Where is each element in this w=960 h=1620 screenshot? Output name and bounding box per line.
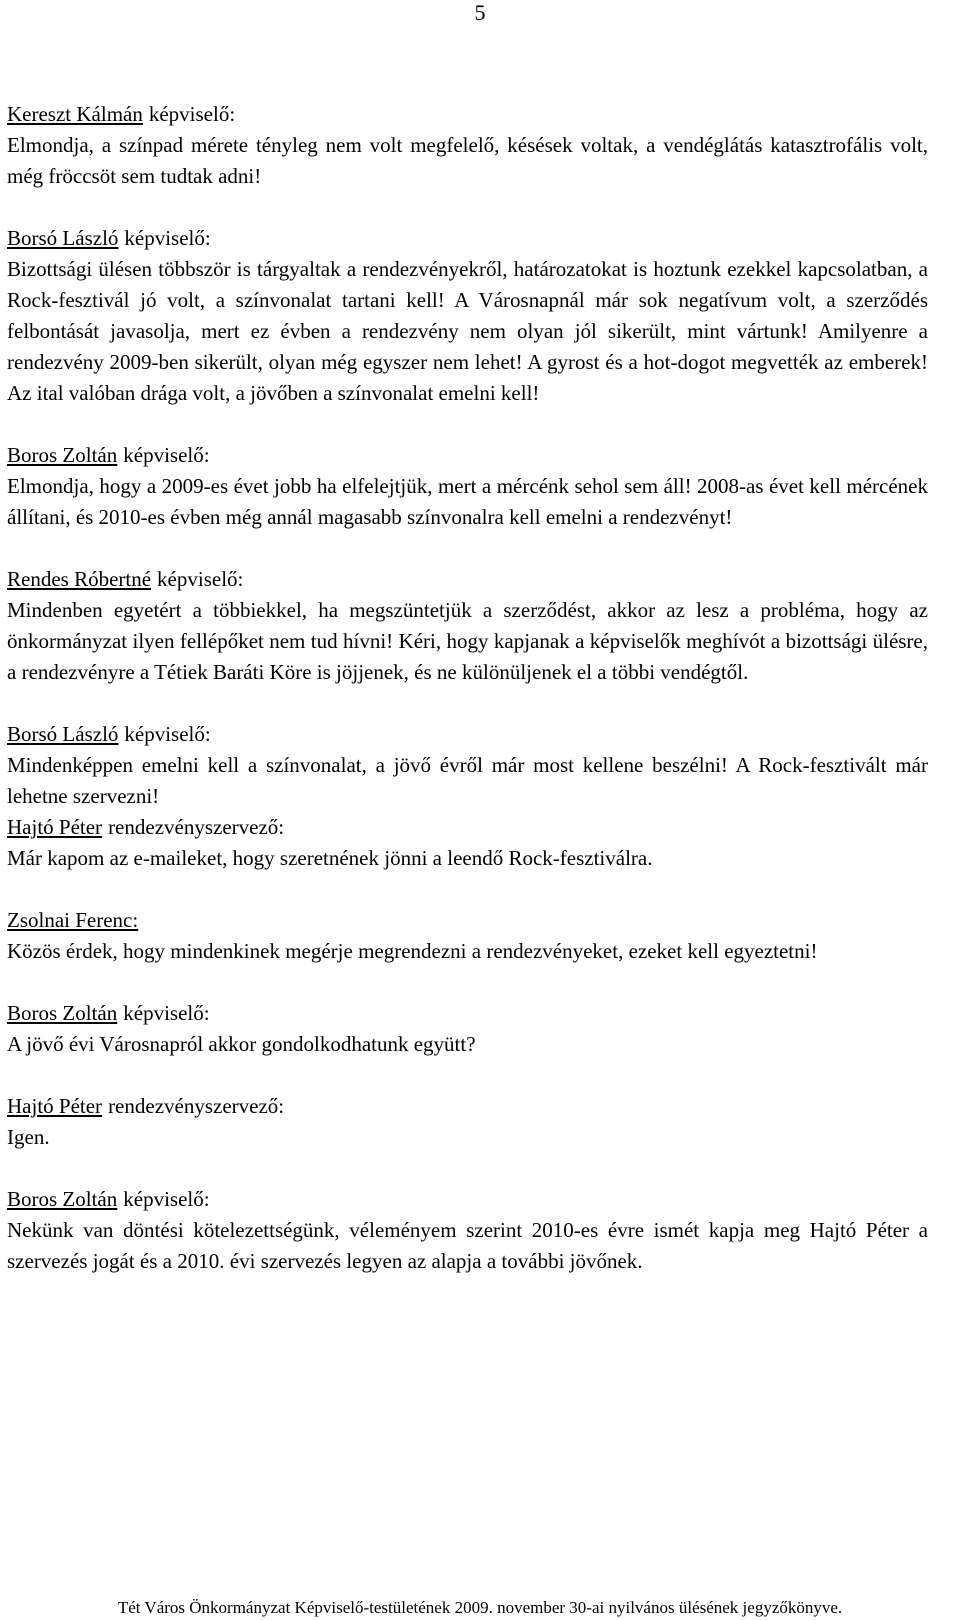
speaker-line	[7, 440, 928, 471]
speaker-role: képviselő:	[123, 1001, 210, 1025]
speech-text: A jövő évi Városnapról akkor gondolkodhatunk együtt?	[7, 1032, 476, 1056]
speech-text: Közös érdek, hogy mindenkinek megérje megrendezni a rendezvényeket, ezeket kell egyeztetni!	[7, 939, 818, 963]
speech-text: Elmondja, hogy a 2009-es évet jobb ha elfelejtjük, mert a mércénk sehol sem áll! 2008-as évet kell mércének állítani, és 2010-es évben még annál magasabb színvonalra kell emelni a rendezvényt!	[7, 474, 928, 529]
speaker-role: képviselő:	[124, 226, 211, 250]
speaker-line	[7, 1091, 928, 1122]
minutes-entry	[7, 99, 928, 192]
speech-text: Már kapom az e-maileket, hogy szeretnének jönni a leendő Rock-fesztiválra.	[7, 846, 653, 870]
speaker-name: Hajtó Péter	[7, 815, 103, 839]
speaker-line	[7, 99, 928, 130]
speech-text: Mindenben egyetért a többiekkel, ha megszüntetjük a szerződést, akkor az lesz a probléma, hogy az önkormányzat ilyen fellépőket nem tud hívni! Kéri, hogy kapjanak a képviselők meghívót a bizottsági ülésre, a rendezvényre a Tétiek Baráti Köre is jöjjenek, és ne különüljenek el a többi vendégtől.	[7, 598, 928, 684]
minutes-entry	[7, 998, 928, 1060]
page-number: 5	[474, 0, 486, 25]
speech-text: Igen.	[7, 1125, 50, 1149]
minutes-entry	[7, 440, 928, 533]
minutes-entry	[7, 905, 928, 967]
speaker-name: Rendes Róbertné	[7, 567, 152, 591]
speaker-line	[7, 564, 928, 595]
speaker-name: Borsó László	[7, 722, 119, 746]
minutes-entry	[7, 812, 928, 874]
speaker-role: képviselő:	[148, 102, 236, 126]
speaker-line	[7, 905, 928, 936]
speaker-name: Kereszt Kálmán	[7, 102, 143, 126]
speaker-name: Zsolnai Ferenc:	[7, 908, 139, 932]
speaker-name: Hajtó Péter	[7, 1094, 103, 1118]
speech-text: Bizottsági ülésen többször is tárgyaltak a rendezvényekről, határozatokat is hoztunk ezekkel kapcsolatban, a Rock-fesztivál jó volt, a színvonalat tartani kell! A Városnapnál már sok negatívum volt, a szerződés felbontását javasolja, mert ez évben a rendezvény nem olyan jól sikerült, mint vártunk! Amilyenre a rendezvény 2009-ben sikerült, olyan még egyszer nem lehet! A gyrost és a hot-dogot megvették az emberek! Az ital valóban drága volt, a jövőben a színvonalat emelni kell!	[7, 257, 928, 405]
speaker-line	[7, 1184, 928, 1215]
speaker-line	[7, 998, 928, 1029]
speech-text: Elmondja, a színpad mérete tényleg nem volt megfelelő, késések voltak, a vendéglátás katasztrofális volt, még fröccsöt sem tudtak adni!	[7, 133, 928, 188]
speaker-role: képviselő:	[157, 567, 244, 591]
page-footer: Tét Város Önkormányzat Képviselő-testületének 2009. november 30-ai nyilvános ülésének jegyzőkönyve.	[117, 1598, 843, 1617]
minutes-entry	[7, 223, 928, 409]
speaker-role: képviselő:	[123, 1187, 210, 1211]
minutes-body	[7, 99, 928, 1308]
speech-text: Nekünk van döntési kötelezettségünk, véleményem szerint 2010-es évre ismét kapja meg Hajtó Péter a szervezés jogát és a 2010. évi szervezés legyen az alapja a további jövőnek.	[7, 1218, 928, 1273]
speaker-role: rendezvényszervező:	[108, 1094, 285, 1118]
speaker-name: Boros Zoltán	[7, 1001, 118, 1025]
minutes-entry	[7, 1184, 928, 1277]
speaker-line	[7, 812, 928, 843]
minutes-entry	[7, 564, 928, 688]
speaker-role: képviselő:	[123, 443, 210, 467]
speaker-name: Boros Zoltán	[7, 443, 118, 467]
speaker-role: képviselő:	[124, 722, 211, 746]
minutes-entry	[7, 1091, 928, 1153]
speaker-line	[7, 223, 928, 254]
speech-text: Mindenképpen emelni kell a színvonalat, a jövő évről már most kellene beszélni! A Rock-fesztivált már lehetne szervezni!	[7, 753, 928, 808]
speaker-line	[7, 719, 928, 750]
speaker-name: Borsó László	[7, 226, 119, 250]
speaker-role: rendezvényszervező:	[108, 815, 285, 839]
speaker-name: Boros Zoltán	[7, 1187, 118, 1211]
minutes-entry	[7, 719, 928, 812]
